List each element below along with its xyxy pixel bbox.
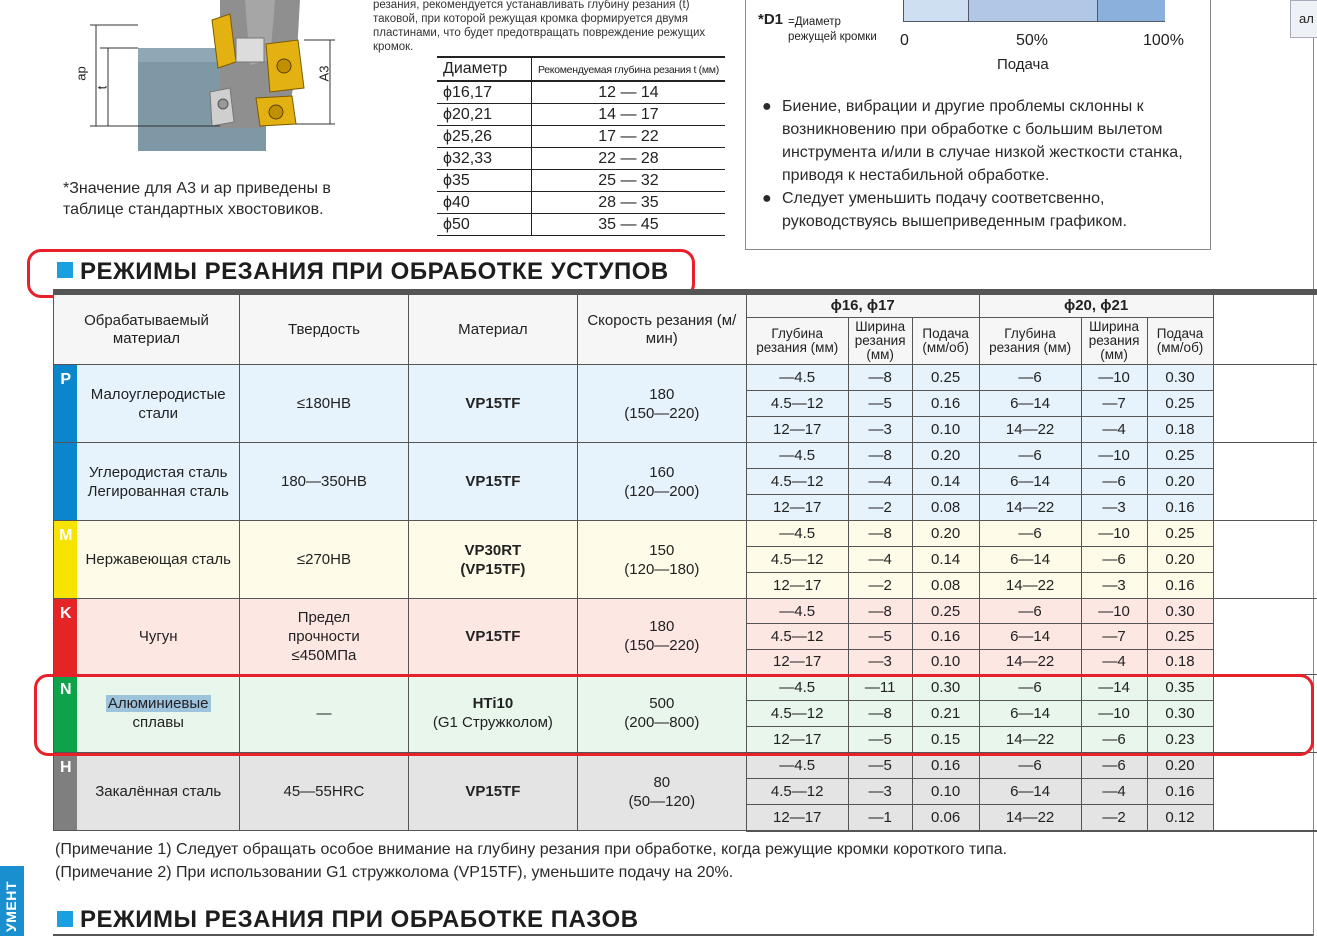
material-code-strip: H	[54, 752, 78, 831]
diameter-cell: ϕ50	[437, 214, 532, 236]
table-row	[437, 148, 725, 170]
material-text: сплавы	[132, 714, 184, 732]
speed-value: 180	[649, 385, 675, 403]
speed-range: (150—220)	[624, 404, 700, 422]
width-value: —10	[1081, 599, 1147, 624]
depth-value: —6	[979, 599, 1081, 624]
diameter-cell: ϕ40	[437, 192, 532, 214]
feed-value: 0.30	[1147, 700, 1213, 726]
depth-value: 12—17	[746, 573, 848, 599]
width-value: —8	[848, 700, 912, 726]
workpiece-material: Малоуглеродистые стали	[77, 365, 239, 443]
depth-cell: 22 — 28	[532, 148, 725, 170]
feed-value: 0.20	[912, 521, 979, 547]
depth-value: 6—14	[979, 778, 1081, 804]
depth-value: 6—14	[979, 624, 1081, 649]
width-value: —10	[1081, 700, 1147, 726]
speed-cell	[577, 365, 746, 443]
depth-value: —4.5	[746, 365, 848, 391]
width-value: —3	[848, 649, 912, 674]
material-code-strip: K	[54, 599, 78, 675]
grade-note: (G1 Стружколом)	[432, 714, 553, 732]
hardness-cell: 45—55HRC	[239, 752, 408, 831]
depth-cell: 17 — 22	[532, 126, 725, 148]
grade-name: HTi10	[472, 695, 514, 713]
grade-note: (VP15TF)	[460, 560, 526, 578]
material-code-strip	[54, 443, 78, 521]
width-value: —3	[848, 778, 912, 804]
diagram-note: *Значение для A3 и ap приведены в таблице стандартных хвостовиков.	[63, 180, 331, 218]
feed-value: 0.20	[912, 443, 979, 469]
width-value: —1	[848, 804, 912, 831]
depth-value: —4.5	[746, 521, 848, 547]
material-code-strip: P	[54, 365, 78, 443]
grade-cell	[408, 365, 577, 443]
feed-value: 0.30	[912, 674, 979, 700]
red-highlight-aluminum-row	[34, 674, 1314, 756]
speed-value: 500	[649, 695, 675, 713]
header-grade: Материал	[408, 292, 577, 365]
depth-cell: 35 — 45	[532, 214, 725, 236]
side-tab[interactable]	[0, 866, 24, 936]
width-value: —6	[1081, 726, 1147, 752]
depth-value: —4.5	[746, 752, 848, 778]
bullet-1	[762, 95, 1202, 187]
header-group-d20: ϕ20, ϕ21	[979, 292, 1213, 318]
note-1: (Примечание 1) Следует обращать особое внимание на глубину резания при обработке, когда режущие кромки короткого типа.	[55, 841, 1008, 858]
feed-value: 0.12	[1147, 804, 1213, 831]
grade-cell	[408, 521, 577, 599]
speed-range: (150—220)	[624, 637, 700, 655]
tick-100: 100%	[1143, 32, 1184, 49]
depth-value: 14—22	[979, 804, 1081, 831]
label-a3: A3	[316, 65, 332, 82]
feed-value: 0.16	[912, 752, 979, 778]
feed-value: 0.06	[912, 804, 979, 831]
feed-value: 0.16	[1147, 573, 1213, 599]
speed-range: (50—120)	[628, 792, 696, 810]
feed-value: 0.16	[1147, 495, 1213, 521]
header-group-d16: ϕ16, ϕ17	[746, 292, 979, 318]
cutting-diagram	[60, 0, 370, 165]
width-value: —4	[848, 547, 912, 573]
diameter-table-header	[437, 57, 725, 81]
table-row	[437, 170, 725, 192]
depth-value: 4.5—12	[746, 469, 848, 495]
width-value: —6	[1081, 547, 1147, 573]
header-material: Обрабатываемый материал	[54, 292, 240, 365]
speed-cell	[577, 599, 746, 675]
width-value: —4	[1081, 778, 1147, 804]
depth-value: 12—17	[746, 417, 848, 443]
grade-cell	[408, 752, 577, 831]
header-depth: Глубина резания (мм)	[979, 318, 1081, 365]
hardness-cell: 180—350HB	[239, 443, 408, 521]
feed-value: 0.10	[912, 778, 979, 804]
workpiece-material: Закалённая сталь	[77, 752, 239, 831]
feed-bar-chart	[903, 0, 1165, 22]
feed-value: 0.20	[1147, 469, 1213, 495]
material-code-strip: M	[54, 521, 78, 599]
speed-range: (200—800)	[624, 714, 700, 732]
note-2: (Примечание 2) При использовании G1 стружколома (VP15TF), уменьшите подачу на 20%.	[55, 864, 734, 881]
width-value: —11	[848, 674, 912, 700]
header-depth: Глубина резания (мм)	[746, 318, 848, 365]
feed-value: 0.08	[912, 495, 979, 521]
speed-cell	[577, 752, 746, 831]
depth-cell: 28 — 35	[532, 192, 725, 214]
depth-value: —6	[979, 752, 1081, 778]
grade-name: VP15TF	[465, 395, 521, 412]
bullet-dot-icon: ●	[762, 98, 772, 115]
width-value: —5	[848, 752, 912, 778]
table-row	[437, 214, 725, 236]
depth-value: —4.5	[746, 599, 848, 624]
table-row	[54, 443, 1317, 469]
width-value: —2	[848, 573, 912, 599]
speed-cell	[577, 443, 746, 521]
width-value: —4	[1081, 649, 1147, 674]
depth-value: 4.5—12	[746, 778, 848, 804]
header-width: Ширина резания (мм)	[1081, 318, 1147, 365]
width-value: —6	[1081, 469, 1147, 495]
width-value: —14	[1081, 674, 1147, 700]
depth-value: —4.5	[746, 443, 848, 469]
workpiece-material: Углеродистая сталь Легированная сталь	[77, 443, 239, 521]
depth-value: 14—22	[979, 495, 1081, 521]
diameter-cell: ϕ20,21	[437, 104, 532, 126]
feed-value: 0.14	[912, 547, 979, 573]
depth-value: 12—17	[746, 804, 848, 831]
feed-value: 0.15	[912, 726, 979, 752]
feed-value: 0.10	[912, 649, 979, 674]
feed-value: 0.16	[912, 624, 979, 649]
grade-name: VP15TF	[465, 783, 521, 801]
table-row	[437, 81, 725, 104]
depth-value: 12—17	[746, 495, 848, 521]
width-value: —5	[848, 391, 912, 417]
corner-button[interactable]	[1290, 0, 1317, 38]
cutting-diagram-svg	[60, 0, 370, 165]
feed-value: 0.16	[1147, 778, 1213, 804]
label-t: t	[94, 85, 110, 90]
width-value: —10	[1081, 521, 1147, 547]
depth-value: —6	[979, 674, 1081, 700]
speed-value: 80	[653, 773, 671, 791]
grade-cell	[408, 443, 577, 521]
feed-value: 0.20	[1147, 752, 1213, 778]
header-feed: Подача (мм/об)	[1147, 318, 1213, 365]
depth-header: Рекомендуемая глубина резания t (мм)	[538, 64, 719, 76]
bullet-1-text: Биение, вибрации и другие проблемы склонны к возникновению при обработке с большим вылетом инструмента и/или в случае низкой жесткости станка, приводя к нестабильной обработке.	[782, 98, 1183, 184]
width-value: —10	[1081, 365, 1147, 391]
diameter-header: Диаметр	[437, 57, 532, 81]
hardness-cell: ≤180HB	[239, 365, 408, 443]
table-row	[54, 521, 1317, 547]
width-value: —4	[848, 469, 912, 495]
depth-value: 12—17	[746, 726, 848, 752]
depth-value: 14—22	[979, 417, 1081, 443]
width-value: —8	[848, 521, 912, 547]
width-value: —2	[1081, 804, 1147, 831]
corner-button-label: ал	[1299, 11, 1314, 26]
depth-value: 4.5—12	[746, 700, 848, 726]
grade-cell	[408, 599, 577, 675]
feed-value: 0.20	[1147, 547, 1213, 573]
feed-value: 0.30	[1147, 365, 1213, 391]
table-row	[54, 752, 1317, 778]
grade-name: VP15TF	[465, 473, 521, 490]
depth-cell: 14 — 17	[532, 104, 725, 126]
speed-value: 180	[649, 618, 675, 636]
feed-value: 0.21	[912, 700, 979, 726]
width-value: —8	[848, 365, 912, 391]
table-row	[437, 126, 725, 148]
feed-value: 0.25	[1147, 443, 1213, 469]
workpiece-material: Чугун	[77, 599, 239, 675]
depth-value: 6—14	[979, 547, 1081, 573]
width-value: —2	[848, 495, 912, 521]
section-title-slots: РЕЖИМЫ РЕЗАНИЯ ПРИ ОБРАБОТКЕ ПАЗОВ	[80, 906, 639, 933]
width-value: —8	[848, 599, 912, 624]
feed-value: 0.08	[912, 573, 979, 599]
intro-text: резания, рекомендуется устанавливать глубину резания (t) таковой, при которой режущая кромка формируется двумя пластинами, что будет предотвращать повреждение режущих кромок.	[373, 0, 706, 53]
feed-value: 0.23	[1147, 726, 1213, 752]
feed-axis-label: Подача	[997, 56, 1049, 73]
tick-0: 0	[900, 32, 909, 49]
header-width: Ширина резания (мм)	[848, 318, 912, 365]
depth-value: 4.5—12	[746, 624, 848, 649]
width-value: —4	[1081, 417, 1147, 443]
table-row	[437, 104, 725, 126]
feed-value: 0.18	[1147, 417, 1213, 443]
width-value: —3	[848, 417, 912, 443]
width-value: —3	[1081, 573, 1147, 599]
side-tab-label: УМЕНТ	[3, 881, 19, 932]
depth-value: 4.5—12	[746, 547, 848, 573]
feed-value: 0.25	[1147, 624, 1213, 649]
depth-value: 14—22	[979, 573, 1081, 599]
grade-name: VP15TF	[465, 627, 521, 645]
feed-value: 0.25	[1147, 521, 1213, 547]
depth-value: 6—14	[979, 391, 1081, 417]
table-row	[437, 192, 725, 214]
feed-value: 0.25	[912, 365, 979, 391]
feed-bar-segment-2	[968, 0, 1098, 21]
highlighted-text: Алюминиевые	[107, 695, 209, 713]
speed-range: (120—180)	[624, 560, 700, 578]
table-row	[54, 365, 1317, 391]
feed-value: 0.25	[912, 599, 979, 624]
feed-value: 0.25	[1147, 391, 1213, 417]
feed-value: 0.14	[912, 469, 979, 495]
feed-bar-segment-3	[1097, 0, 1165, 21]
depth-value: 4.5—12	[746, 391, 848, 417]
depth-value: 6—14	[979, 469, 1081, 495]
speed-value: 160	[649, 463, 675, 481]
diameter-cell: ϕ16,17	[437, 81, 532, 104]
depth-cell: 12 — 14	[532, 81, 725, 104]
speed-value: 150	[649, 541, 675, 559]
depth-cell: 25 — 32	[532, 170, 725, 192]
section-square-icon	[57, 911, 73, 927]
section-title-ledges: РЕЖИМЫ РЕЗАНИЯ ПРИ ОБРАБОТКЕ УСТУПОВ	[80, 258, 669, 285]
d1-footnote-label: *D1	[758, 11, 784, 28]
table-row	[54, 599, 1317, 624]
workpiece-material: Нержавеющая сталь	[77, 521, 239, 599]
width-value: —7	[1081, 624, 1147, 649]
width-value: —7	[1081, 391, 1147, 417]
tick-50: 50%	[1016, 32, 1049, 49]
bullet-dot-icon: ●	[762, 190, 772, 207]
grade-name: VP30RT	[464, 541, 522, 559]
depth-value: 12—17	[746, 649, 848, 674]
depth-value: 6—14	[979, 700, 1081, 726]
header-speed: Скорость резания (м/мин)	[577, 292, 746, 365]
depth-value: —6	[979, 521, 1081, 547]
width-value: —8	[848, 443, 912, 469]
feed-bar-segment-1	[904, 0, 968, 21]
hardness-cell: —	[239, 674, 408, 752]
bullet-2	[762, 187, 1202, 233]
feed-value: 0.16	[912, 391, 979, 417]
width-value: —5	[848, 726, 912, 752]
depth-value: —6	[979, 365, 1081, 391]
depth-value: —6	[979, 443, 1081, 469]
diameter-cell: ϕ25,26	[437, 126, 532, 148]
header-hardness: Твердость	[239, 292, 408, 365]
feed-value: 0.30	[1147, 599, 1213, 624]
header-feed: Подача (мм/об)	[912, 318, 979, 365]
feed-value: 0.35	[1147, 674, 1213, 700]
diameter-table	[437, 56, 725, 236]
feed-value: 0.18	[1147, 649, 1213, 674]
hardness-cell: ≤270HB	[239, 521, 408, 599]
width-value: —3	[1081, 495, 1147, 521]
d1-footnote-text: =Диаметр режущей кромки	[788, 16, 877, 43]
material-code-strip: N	[54, 674, 78, 752]
feed-value: 0.10	[912, 417, 979, 443]
width-value: —6	[1081, 752, 1147, 778]
depth-value: —4.5	[746, 674, 848, 700]
feed-info-box	[745, 0, 1211, 250]
depth-value: 14—22	[979, 649, 1081, 674]
width-value: —5	[848, 624, 912, 649]
depth-value: 14—22	[979, 726, 1081, 752]
diameter-cell: ϕ35	[437, 170, 532, 192]
label-ap: ap	[73, 66, 89, 81]
speed-cell	[577, 521, 746, 599]
hardness-cell: Предел прочности ≤450МПа	[239, 599, 408, 675]
diameter-cell: ϕ32,33	[437, 148, 532, 170]
width-value: —10	[1081, 443, 1147, 469]
speed-range: (120—200)	[624, 482, 700, 500]
bullet-2-text: Следует уменьшить подачу соответсвенно, руководствуясь вышеприведенным графиком.	[782, 190, 1127, 230]
